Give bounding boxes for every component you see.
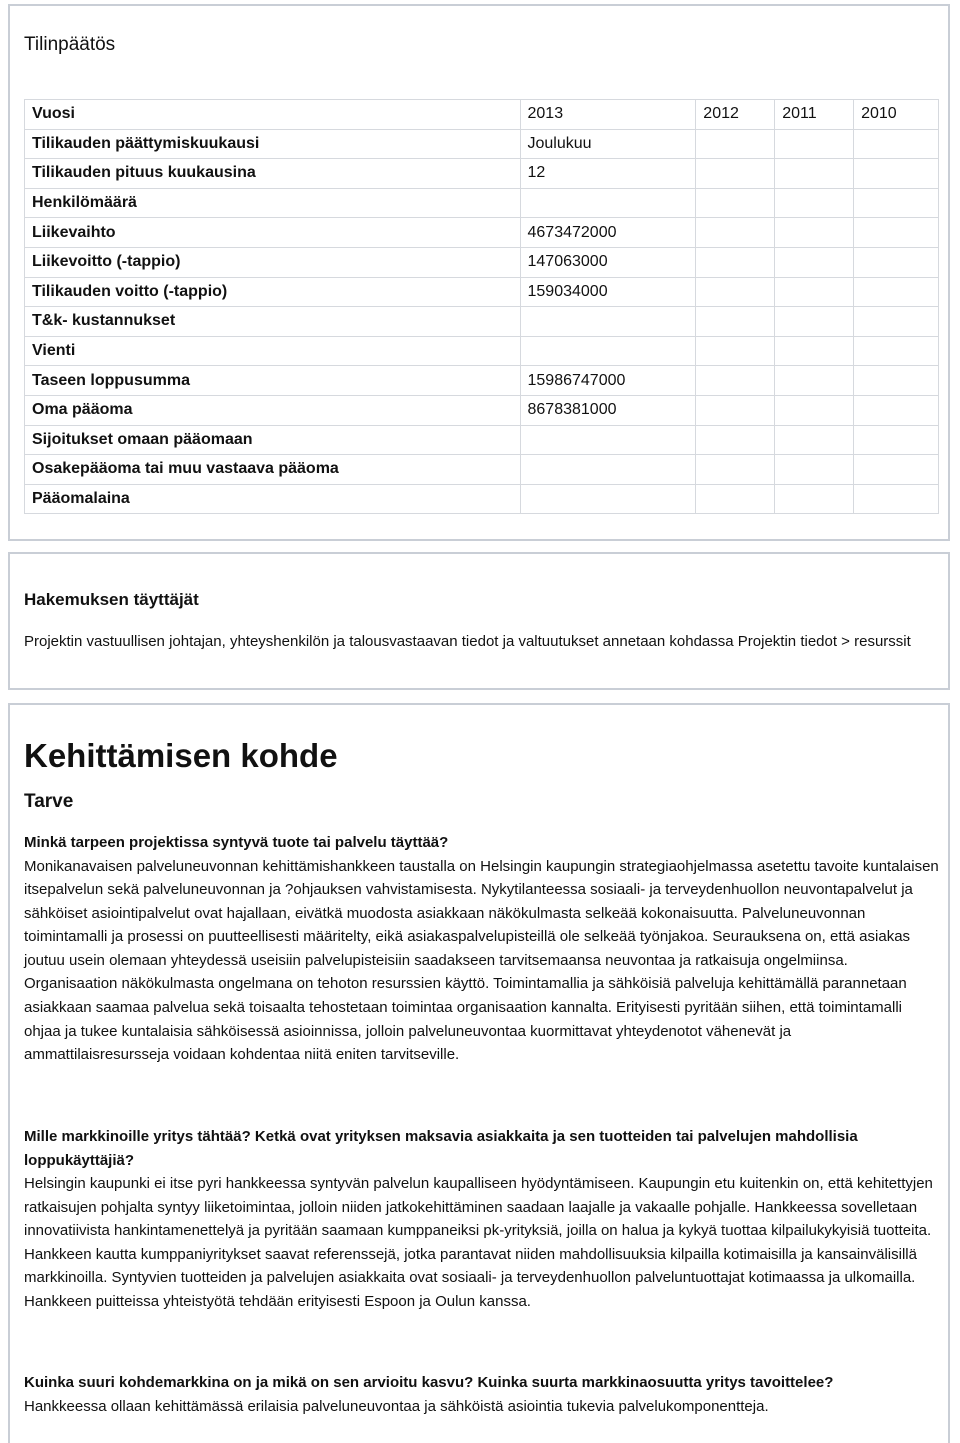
applicants-panel (8, 552, 950, 690)
row-value-2010 (854, 425, 939, 455)
row-value-2011 (775, 277, 854, 307)
row-label: Tilikauden pituus kuukausina (25, 159, 521, 189)
row-value-2012 (696, 455, 775, 485)
row-value-2010 (854, 366, 939, 396)
row-value-2013: Joulukuu (520, 129, 696, 159)
row-value-2013 (520, 484, 696, 514)
question-text: Mille markkinoille yritys tähtää? Ketkä ovat yrityksen maksavia asiakkaita ja sen tuotteiden tai palvelujen mahdollisia loppukäyttäjiä? (24, 1128, 858, 1169)
row-value-2011 (775, 129, 854, 159)
row-value-2013 (520, 455, 696, 485)
year-header-2011: 2011 (775, 100, 854, 130)
question-text: Kuinka suuri kohdemarkkina on ja mikä on sen arvioitu kasvu? Kuinka suurta markkinaosuutta yritys tavoittelee? (24, 1374, 834, 1391)
answer-text: Hankkeessa ollaan kehittämässä erilaisia palveluneuvontaa ja sähköistä asiointia tukevia palvelukomponentteja. (24, 1397, 769, 1415)
row-label: Taseen loppusumma (25, 366, 521, 396)
financial-statement-panel (8, 4, 950, 541)
row-value-2012 (696, 366, 775, 396)
row-value-2011 (775, 159, 854, 189)
row-value-2011 (775, 188, 854, 218)
row-value-2010 (854, 188, 939, 218)
year-header-2010: 2010 (854, 100, 939, 130)
row-label: Osakepääoma tai muu vastaava pääoma (25, 455, 521, 485)
financial-table-row (25, 425, 939, 455)
row-value-2013 (520, 188, 696, 218)
row-value-2010 (854, 247, 939, 277)
row-value-2012 (696, 247, 775, 277)
row-label: Tilikauden voitto (-tappio) (25, 277, 521, 307)
financial-table-row (25, 277, 939, 307)
row-label: Oma pääoma (25, 395, 521, 425)
row-value-2010 (854, 484, 939, 514)
row-value-2011 (775, 336, 854, 366)
row-value-2012 (696, 129, 775, 159)
row-value-2012 (696, 307, 775, 337)
row-value-2013: 159034000 (520, 277, 696, 307)
row-value-2011 (775, 366, 854, 396)
row-value-2013: 15986747000 (520, 366, 696, 396)
row-value-2010 (854, 455, 939, 485)
row-label: Vienti (25, 336, 521, 366)
row-value-2011 (775, 455, 854, 485)
financial-table (24, 99, 939, 514)
question-text: Minkä tarpeen projektissa syntyvä tuote tai palvelu täyttää? (24, 834, 449, 851)
row-value-2013: 12 (520, 159, 696, 189)
row-label: T&k- kustannukset (25, 307, 521, 337)
row-value-2012 (696, 218, 775, 248)
year-header-label: Vuosi (25, 100, 521, 130)
applicants-title: Hakemuksen täyttäjät (24, 590, 199, 609)
financial-table-row (25, 366, 939, 396)
answer-text: Monikanavaisen palveluneuvonnan kehittämishankkeen taustalla on Helsingin kaupungin strategiaohjelmassa asetettu tavoite kuntalaisen itsepalvelun sekä palveluneuvonnan ja ?ohjauksen vahvistamisesta. Nykytilanteessa sosiaali- ja terveydenhuollon neuvontapalvelut ja sähköiset asiointipalvelut ovat hajallaan, eivätkä muodosta asiakkaan näkökulmasta selkeää kokonaisuutta. Palveluneuvonnan toimintamalli ja prosessi on puutteellisesti määritelty, eikä asiakaspalvelupisteillä ole selkeää työnjakoa. Seurauksena on, että asiakas joutuu usein olemaan yhteydessä useisiin palvelupisteisiin saadakseen tarvitsemaansa neuvontaa ja ratkaisuja ongelmiinsa. Organisaation näkökulmasta ongelmana on tehoton resurssien käyttö. Toimintamallia ja sähköisiä palveluja kehittämällä parannetaan asiakkaan saamaa palvelua sekä toisaalta tehostetaan toimintaa organisaation kannalta. Erityisesti pyritään siihen, että toimintamalli ohjaa ja tukee kuntalaisia sähköisessä asioinnissa, jolloin palveluneuvontaa kuormittavat yhteydenotot vähenevät ja ammattilaisresursseja voidaan kohdentaa niitä eniten tarvitseville. (24, 857, 939, 1064)
row-label: Sijoitukset omaan pääomaan (25, 425, 521, 455)
row-value-2010 (854, 395, 939, 425)
row-value-2010 (854, 277, 939, 307)
financial-table-row (25, 336, 939, 366)
financial-table-row (25, 247, 939, 277)
row-value-2010 (854, 307, 939, 337)
row-value-2013: 147063000 (520, 247, 696, 277)
applicants-text: Projektin vastuullisen johtajan, yhteyshenkilön ja talousvastaavan tiedot ja valtuutukset annetaan kohdassa Projektin tiedot > resurssit (24, 633, 911, 650)
financial-table-row (25, 188, 939, 218)
row-value-2010 (854, 129, 939, 159)
row-label: Pääomalaina (25, 484, 521, 514)
row-value-2011 (775, 307, 854, 337)
row-value-2012 (696, 484, 775, 514)
row-label: Liikevoitto (-tappio) (25, 247, 521, 277)
answer-text: Helsingin kaupunki ei itse pyri hankkeessa syntyvän palvelun kaupalliseen hyödyntämiseen. Kaupungin etu kuitenkin on, että kehitettyjen ratkaisujen pohjalta syntyy liiketoimintaa, jolloin niiden jatkokehittäminen saadaan laajalle ja vakaalle pohjalle. Hankkeessa sovelletaan innovatiivista hankintamenettelyä ja pyritään saamaan kumppaneiksi pk-yrityksiä, joilla on halua ja kykyä tuottaa kilpailukykyisiä tuotteita. Hankkeen kautta kumppaniyritykset saavat referenssejä, jotka parantavat niiden mahdollisuuksia kilpailla kotimaisilla ja kansainvälisillä markkinoilla. Syntyvien tuotteiden ja palvelujen asiakkaita ovat sosiaali- ja terveydenhuollon palveluntuottajat kotimaassa ja ulkomailla. Hankkeen puitteissa yhteistyötä tehdään erityisesti Espoon ja Oulun kanssa. (24, 1175, 933, 1310)
financial-table-header-row (25, 100, 939, 130)
financial-statement-title: Tilinpäätös (24, 34, 116, 55)
row-label: Liikevaihto (25, 218, 521, 248)
financial-table-row (25, 395, 939, 425)
row-value-2010 (854, 159, 939, 189)
need-subtitle: Tarve (24, 791, 74, 812)
row-value-2012 (696, 159, 775, 189)
development-title: Kehittämisen kohde (24, 737, 338, 774)
row-label: Henkilömäärä (25, 188, 521, 218)
row-value-2012 (696, 277, 775, 307)
row-value-2013 (520, 425, 696, 455)
question-block-need (24, 831, 939, 1067)
row-value-2010 (854, 218, 939, 248)
row-value-2013 (520, 336, 696, 366)
row-value-2011 (775, 247, 854, 277)
financial-table-row (25, 484, 939, 514)
question-block-market (24, 1125, 939, 1314)
question-block-market-size (24, 1371, 939, 1418)
row-value-2012 (696, 395, 775, 425)
row-label: Tilikauden päättymiskuukausi (25, 129, 521, 159)
row-value-2012 (696, 336, 775, 366)
financial-table-row (25, 218, 939, 248)
financial-table-row (25, 455, 939, 485)
row-value-2013 (520, 307, 696, 337)
financial-table-row (25, 159, 939, 189)
row-value-2013: 4673472000 (520, 218, 696, 248)
financial-table-row (25, 307, 939, 337)
row-value-2011 (775, 395, 854, 425)
row-value-2013: 8678381000 (520, 395, 696, 425)
row-value-2012 (696, 188, 775, 218)
row-value-2010 (854, 336, 939, 366)
row-value-2011 (775, 425, 854, 455)
year-header-2013: 2013 (520, 100, 696, 130)
row-value-2011 (775, 218, 854, 248)
year-header-2012: 2012 (696, 100, 775, 130)
financial-table-row (25, 129, 939, 159)
development-panel (8, 703, 950, 1443)
row-value-2012 (696, 425, 775, 455)
row-value-2011 (775, 484, 854, 514)
